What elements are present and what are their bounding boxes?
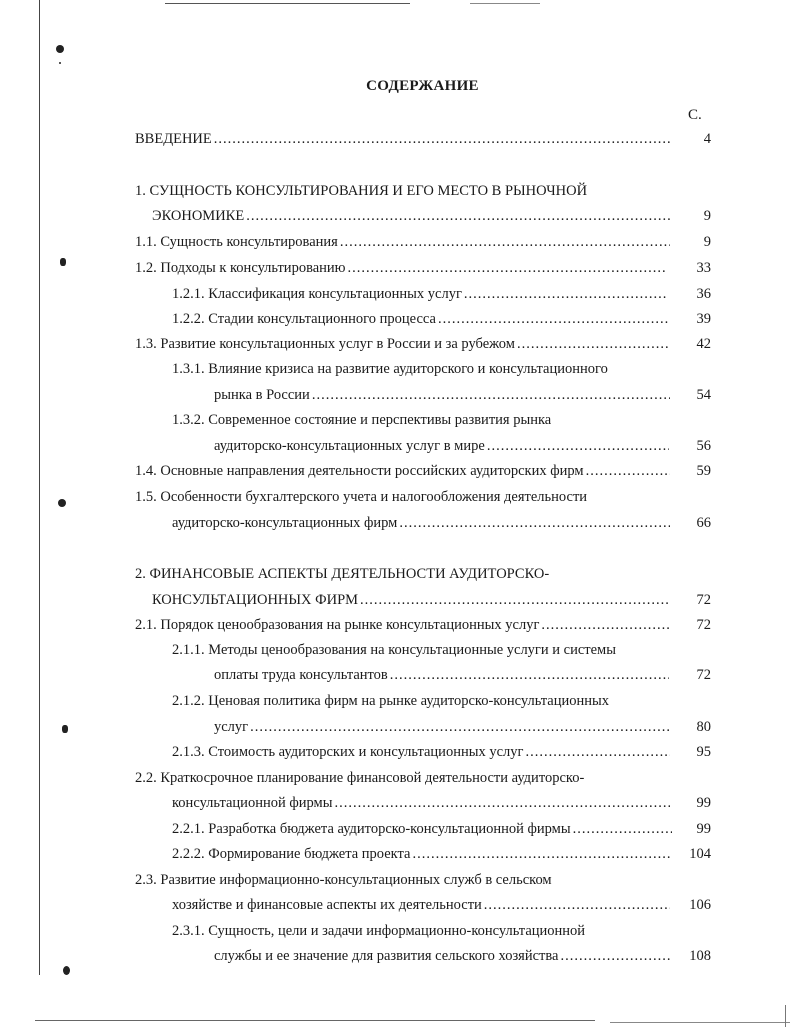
entry-line — [135, 460, 670, 482]
entry-text: 1.4. Основные направления деятельности российских аудиторских фирм — [135, 463, 584, 479]
toc-entry-2-2 — [0, 767, 795, 789]
dot-leader — [487, 435, 669, 457]
entry-line — [214, 664, 669, 686]
toc-entry-2-1-3 — [0, 741, 795, 763]
scan-edge-line — [165, 3, 410, 4]
entry-line — [172, 920, 692, 942]
entry-line — [172, 843, 672, 865]
toc-entry-1-2 — [0, 257, 795, 279]
scan-edge-line — [785, 1005, 786, 1027]
toc-entry-1-3 — [0, 333, 795, 355]
entry-line — [172, 741, 670, 763]
toc-entry-2-3-1 — [0, 920, 795, 942]
entry-text: 1.2. Подходы к консультированию — [135, 260, 346, 276]
page-number: 108 — [689, 948, 711, 964]
entry-text: 1.2.2. Стадии консультационного процесса — [172, 311, 436, 327]
page-number: 4 — [703, 131, 711, 147]
entry-text: 1.1. Сущность консультирования — [135, 234, 338, 250]
toc-entry-2-1-1 — [0, 639, 795, 661]
entry-line — [172, 639, 692, 661]
toc-entry-1-1 — [0, 231, 795, 253]
entry-text: 1. СУЩНОСТЬ КОНСУЛЬТИРОВАНИЯ И ЕГО МЕСТО В РЫНОЧНОЙ — [135, 183, 588, 199]
entry-line — [172, 818, 672, 840]
entry-line — [135, 128, 670, 150]
toc-entry-2-3 — [0, 869, 795, 891]
entry-line — [135, 869, 695, 891]
toc-entry-2-2-2 — [0, 843, 795, 865]
page-number: 42 — [696, 336, 711, 352]
entry-line — [172, 512, 670, 534]
entry-line — [172, 894, 670, 916]
toc-entry-1-2-2 — [0, 308, 795, 330]
entry-line — [135, 767, 695, 789]
dot-leader — [438, 308, 669, 330]
entry-line — [172, 283, 667, 305]
page-number: 72 — [696, 617, 711, 633]
entry-line — [214, 945, 670, 967]
entry-line — [172, 792, 670, 814]
entry-text: 1.3.1. Влияние кризиса на развитие аудиторского и консультационного — [172, 361, 608, 377]
dot-leader — [560, 945, 670, 967]
entry-text: 1.3.2. Современное состояние и перспективы развития рынка — [172, 412, 552, 428]
page-number: 9 — [703, 234, 711, 250]
page-number: 95 — [696, 744, 711, 760]
dot-leader — [464, 283, 667, 305]
dot-leader — [484, 894, 670, 916]
dot-leader — [360, 589, 670, 611]
entry-text: рынка в России — [214, 387, 310, 403]
toc-entry-1-4 — [0, 460, 795, 482]
dot-leader — [573, 818, 672, 840]
entry-line — [172, 690, 692, 712]
dot-leader — [340, 231, 670, 253]
toc-entry-1-3-2 — [0, 409, 795, 431]
entry-line — [152, 205, 670, 227]
toc-entry-2-1 — [0, 614, 795, 636]
dot-leader — [525, 741, 670, 763]
page-number: 99 — [696, 795, 711, 811]
entry-line — [135, 231, 670, 253]
page-title: СОДЕРЖАНИЕ — [366, 78, 479, 94]
dot-leader — [334, 792, 670, 814]
entry-text: консультационной фирмы — [172, 795, 333, 811]
scan-edge-line — [470, 3, 540, 4]
entry-text: 1.3. Развитие консультационных услуг в России и за рубежом — [135, 336, 515, 352]
toc-entry-1-5 — [0, 486, 795, 508]
entry-text: 2.2.1. Разработка бюджета аудиторско-консультационной фирмы — [172, 821, 571, 837]
punch-hole-mark — [56, 45, 64, 53]
entry-text: 2. ФИНАНСОВЫЕ АСПЕКТЫ ДЕЯТЕЛЬНОСТИ АУДИТОРСКО- — [135, 566, 550, 582]
entry-text: 1.5. Особенности бухгалтерского учета и налогообложения деятельности — [135, 489, 588, 505]
entry-text: 2.3.1. Сущность, цели и задачи информационно-консультационной — [172, 923, 586, 939]
page-number: 106 — [689, 897, 711, 913]
toc-entry-introduction — [0, 128, 795, 150]
page-number: 72 — [696, 667, 711, 683]
entry-line — [135, 333, 669, 355]
page-column-header: С. — [688, 107, 702, 123]
entry-text: 2.1.3. Стоимость аудиторских и консультационных услуг — [172, 744, 524, 760]
toc-entry-1-3-1 — [0, 358, 795, 380]
entry-text: аудиторско-консультационных фирм — [172, 515, 398, 531]
entry-line — [135, 486, 695, 508]
toc-entry-1-3-2-cont — [0, 435, 795, 457]
toc-entry-2-1-1-cont — [0, 664, 795, 686]
page-number: 33 — [696, 260, 711, 276]
entry-text: ЭКОНОМИКЕ — [152, 208, 245, 224]
dot-leader — [246, 205, 670, 227]
page-number: 9 — [703, 208, 711, 224]
entry-line — [135, 180, 695, 202]
page-number: 80 — [696, 719, 711, 735]
page-number: 104 — [689, 846, 711, 862]
toc-entry-1-3-1-cont — [0, 384, 795, 406]
entry-text: службы и ее значение для развития сельского хозяйства — [214, 948, 559, 964]
dot-leader — [412, 843, 672, 865]
scan-edge-line — [35, 1020, 595, 1021]
page-number: 59 — [696, 463, 711, 479]
toc-entry-2-1-2 — [0, 690, 795, 712]
entry-line — [172, 358, 692, 380]
page-number: 36 — [696, 286, 711, 302]
dot-leader — [541, 614, 670, 636]
entry-text: услуг — [214, 719, 249, 735]
entry-text: 2.1.2. Ценовая политика фирм на рынке аудиторско-консультационных — [172, 693, 609, 709]
entry-text: 2.2. Краткосрочное планирование финансовой деятельности аудиторско- — [135, 770, 585, 786]
entry-text: 2.1. Порядок ценообразования на рынке консультационных услуг — [135, 617, 540, 633]
entry-line — [214, 435, 669, 457]
toc-entry-2-2-cont — [0, 792, 795, 814]
entry-line — [214, 384, 670, 406]
entry-line — [135, 257, 665, 279]
entry-text: ВВЕДЕНИЕ — [135, 131, 212, 147]
entry-text: КОНСУЛЬТАЦИОННЫХ ФИРМ — [152, 592, 359, 608]
page-number: 54 — [696, 387, 711, 403]
dot-leader — [214, 128, 670, 150]
entry-line — [152, 589, 670, 611]
page-number: 72 — [696, 592, 711, 608]
dot-leader — [390, 664, 669, 686]
entry-line — [172, 409, 692, 431]
toc-entry-chapter-1 — [0, 180, 795, 202]
toc-entry-chapter-1-cont — [0, 205, 795, 227]
toc-entry-chapter-2 — [0, 563, 795, 585]
entry-line — [172, 308, 669, 330]
toc-entry-1-5-cont — [0, 512, 795, 534]
page-number: 99 — [696, 821, 711, 837]
punch-hole-mark — [59, 62, 61, 64]
dot-leader — [348, 257, 665, 279]
page-number: 56 — [696, 438, 711, 454]
toc-entry-chapter-2-cont — [0, 589, 795, 611]
dot-leader — [517, 333, 669, 355]
dot-leader — [312, 384, 670, 406]
punch-hole-mark — [63, 966, 70, 975]
toc-entry-2-3-cont — [0, 894, 795, 916]
entry-text: 1.2.1. Классификация консультационных услуг — [172, 286, 462, 302]
entry-text: 2.1.1. Методы ценообразования на консультационные услуги и системы — [172, 642, 616, 658]
entry-line — [135, 563, 695, 585]
entry-text: 2.3. Развитие информационно-консультационных служб в сельском — [135, 872, 552, 888]
page-number: 66 — [696, 515, 711, 531]
toc-entry-2-2-1 — [0, 818, 795, 840]
entry-text: хозяйстве и финансовые аспекты их деятельности — [172, 897, 482, 913]
entry-line — [135, 614, 670, 636]
dot-leader — [250, 716, 670, 738]
entry-text: 2.2.2. Формирование бюджета проекта — [172, 846, 411, 862]
toc-entry-2-3-1-cont — [0, 945, 795, 967]
entry-text: оплаты труда консультантов — [214, 667, 388, 683]
scan-edge-line — [610, 1022, 790, 1023]
toc-entry-2-1-2-cont — [0, 716, 795, 738]
entry-text: аудиторско-консультационных услуг в мире — [214, 438, 485, 454]
page-number: 39 — [696, 311, 711, 327]
entry-line — [214, 716, 670, 738]
toc-entry-1-2-1 — [0, 283, 795, 305]
dot-leader — [586, 460, 670, 482]
dot-leader — [399, 512, 670, 534]
